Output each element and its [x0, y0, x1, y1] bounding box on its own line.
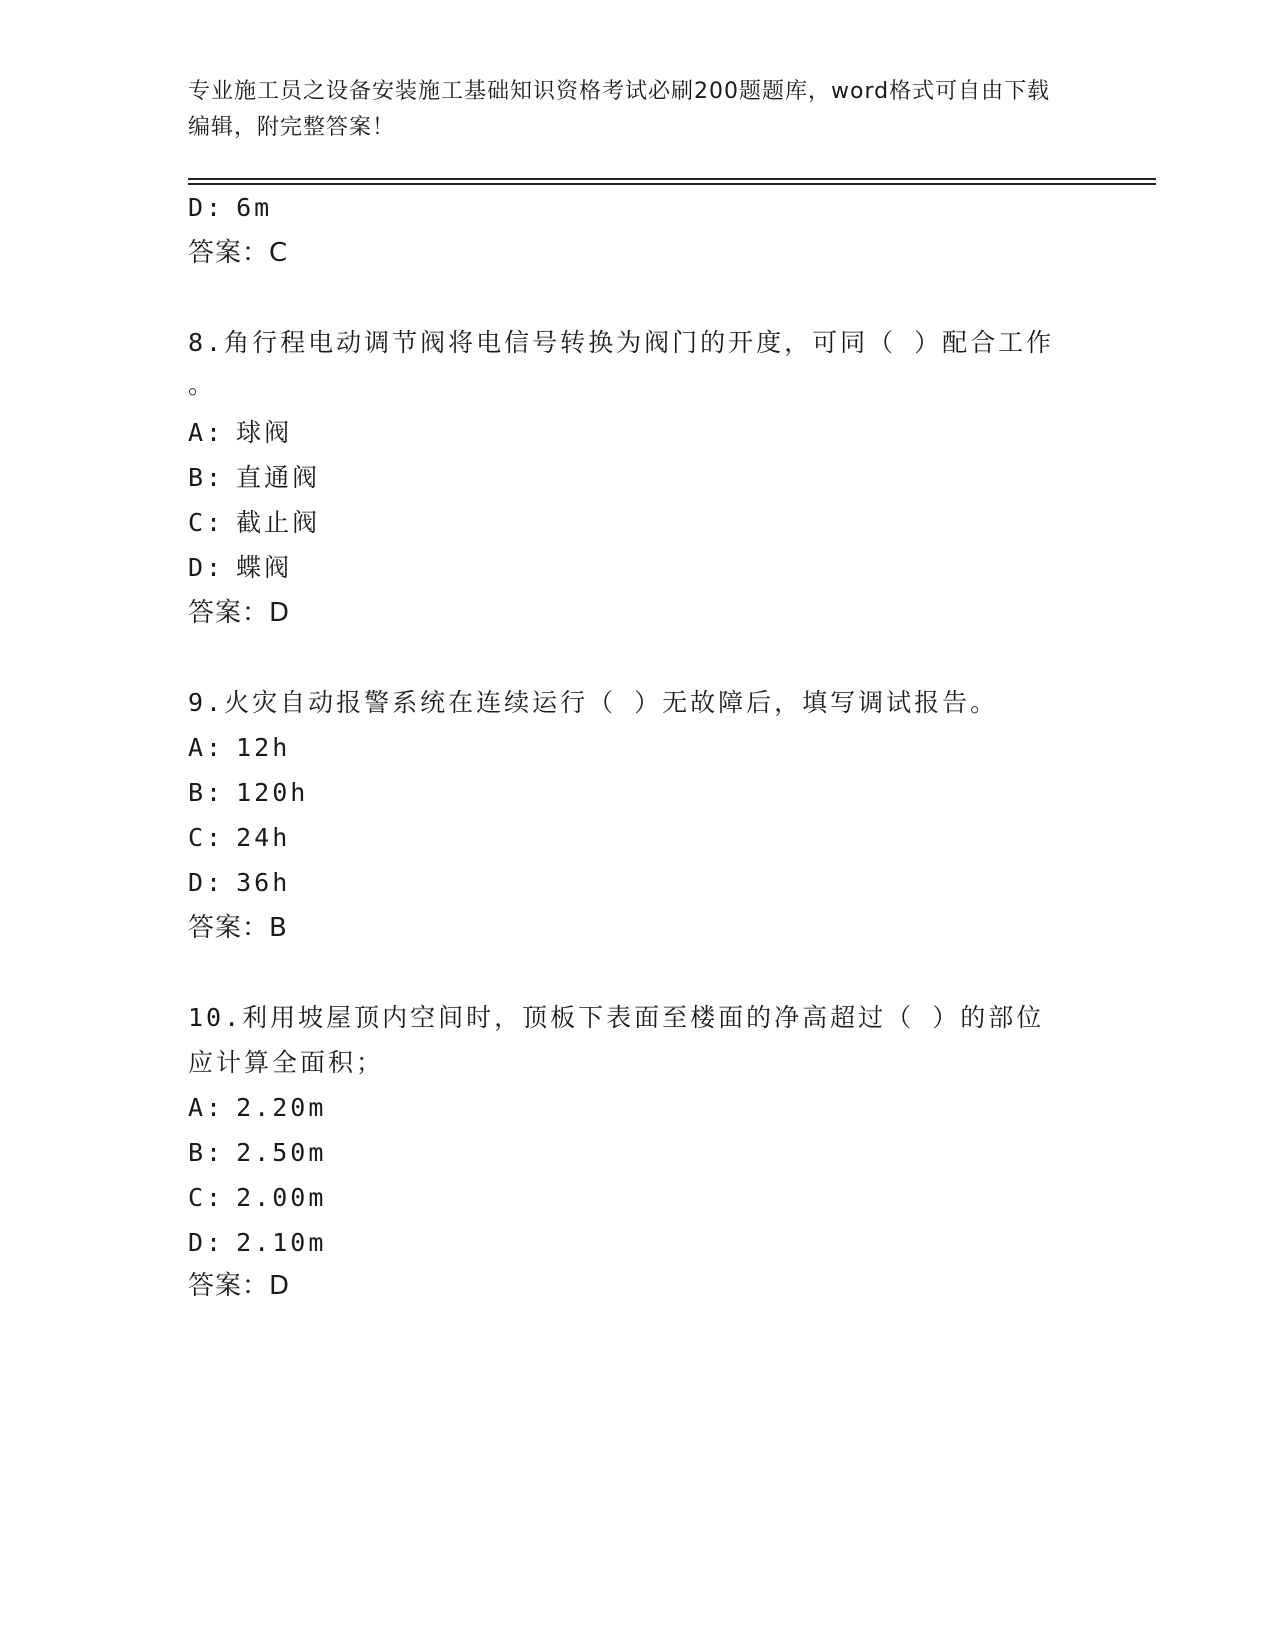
option-key: B: — [188, 463, 225, 492]
option-value: 120h — [236, 778, 309, 807]
option-key: C: — [188, 823, 225, 852]
q8-option-d — [188, 553, 292, 583]
option-value: 截止阀 — [236, 508, 321, 537]
option-key: A: — [188, 1093, 225, 1122]
prev-answer: 答案：C — [188, 238, 289, 268]
q10-option-b — [188, 1138, 326, 1168]
q9-option-a — [188, 733, 290, 763]
q8-option-a — [188, 418, 292, 448]
option-value: 2.00m — [236, 1183, 327, 1212]
option-key: A: — [188, 733, 225, 762]
q9-answer: 答案：B — [188, 913, 288, 943]
option-value: 36h — [236, 868, 291, 897]
q8-option-b — [188, 463, 320, 493]
q10-stem-line2: 应计算全面积； — [188, 1048, 385, 1077]
option-key: D: — [188, 193, 225, 222]
option-key: D: — [188, 1228, 225, 1257]
option-value: 6m — [236, 193, 273, 222]
option-key: C: — [188, 508, 225, 537]
option-value: 24h — [236, 823, 291, 852]
option-value: 蝶阀 — [236, 553, 293, 582]
q10-stem-line1: 10.利用坡屋顶内空间时，顶板下表面至楼面的净高超过（ ）的部位 — [188, 1003, 1045, 1032]
option-value: 2.20m — [236, 1093, 327, 1122]
document-header: 专业施工员之设备安装施工基础知识资格考试必刷200题题库，word格式可自由下载编辑，附完整答案！ — [188, 79, 1051, 140]
option-key: B: — [188, 778, 225, 807]
option-value: 球阀 — [236, 418, 293, 447]
q10-option-c — [188, 1183, 326, 1213]
option-key: D: — [188, 553, 225, 582]
prev-option-d — [188, 193, 272, 223]
q10-option-a — [188, 1093, 326, 1123]
q8-stem-line2: 。 — [188, 370, 217, 399]
option-key: A: — [188, 418, 225, 447]
q10-option-d — [188, 1228, 326, 1258]
option-value: 2.50m — [236, 1138, 327, 1167]
q9-option-c — [188, 823, 290, 853]
header-divider-bottom — [188, 183, 1156, 185]
option-value: 直通阀 — [236, 463, 321, 492]
q8-answer: 答案：D — [188, 598, 291, 628]
option-key: D: — [188, 868, 225, 897]
q9-stem-line1: 9.火灾自动报警系统在连续运行（ ）无故障后，填写调试报告。 — [188, 688, 999, 717]
q9-option-d — [188, 868, 290, 898]
option-key: C: — [188, 1183, 225, 1212]
q10-answer: 答案：D — [188, 1271, 291, 1301]
q8-stem-line1: 8.角行程电动调节阀将电信号转换为阀门的开度，可同（ ）配合工作 — [188, 328, 1055, 357]
option-value: 2.10m — [236, 1228, 327, 1257]
header-divider-top — [188, 178, 1156, 180]
q8-option-c — [188, 508, 320, 538]
option-value: 12h — [236, 733, 291, 762]
option-key: B: — [188, 1138, 225, 1167]
q9-option-b — [188, 778, 308, 808]
